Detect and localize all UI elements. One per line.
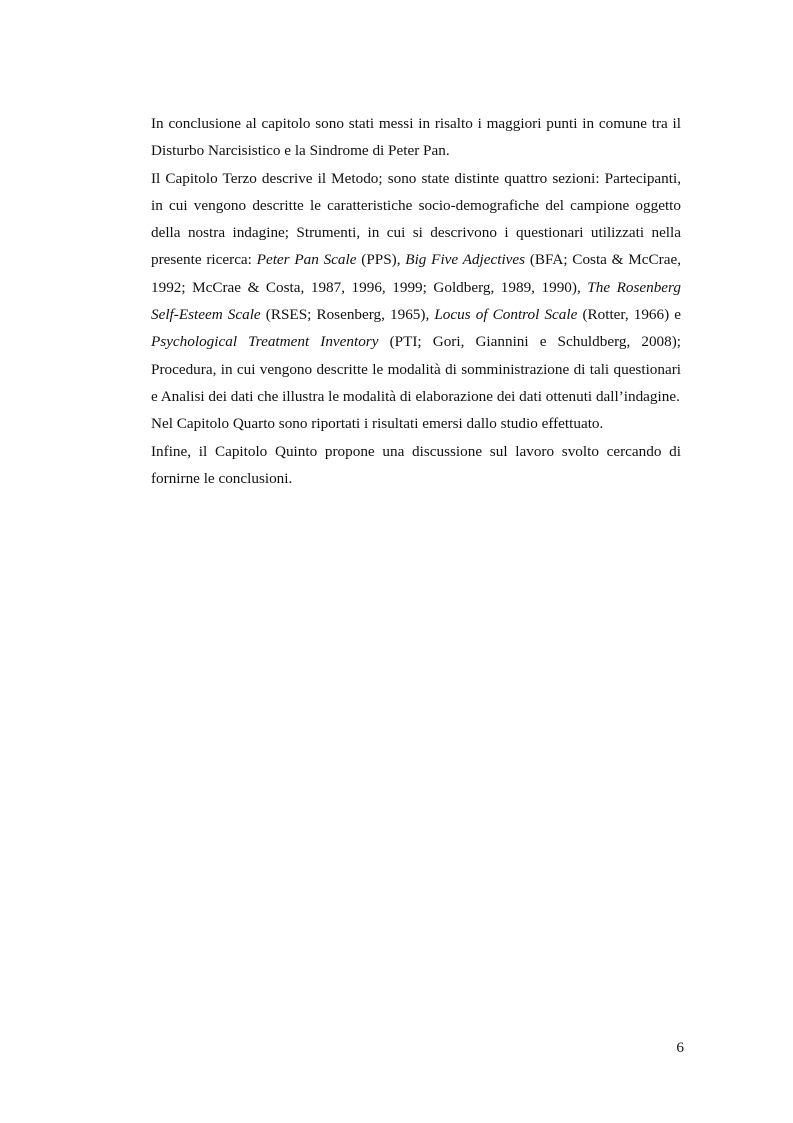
paragraph-text: (BFA; Costa & McCrae, 1992; McCrae & Costa, 1987, 1996, 1999; Goldberg, 1989, 1990),: [151, 251, 681, 296]
paragraph-text: (RSES; Rosenberg, 1965),: [260, 306, 435, 324]
italic-title-text: Locus of Control Scale: [434, 306, 578, 324]
paragraph-text: (Rotter, 1966) e: [577, 306, 682, 324]
body-text: [151, 110, 681, 492]
paragraph: [151, 410, 681, 437]
italic-title-text: Peter Pan Scale: [256, 251, 357, 269]
paragraph-text: (PTI; Gori, Giannini e Schuldberg, 2008); Procedura, in cui vengono descritte le modalità di somministrazione di tali questionari e Analisi dei dati che illustra le modalità di elaborazione dei dati ottenuti dall’indagine.: [151, 333, 681, 405]
paragraph-text: In conclusione al capitolo sono stati messi in risalto i maggiori punti in comune tra il Disturbo Narcisistico e la Sindrome di Peter Pan.: [151, 115, 681, 160]
paragraph-text: (PPS),: [356, 251, 406, 269]
paragraph-text: Nel Capitolo Quarto sono riportati i risultati emersi dallo studio effettuato.: [151, 415, 604, 433]
italic-title-text: Psychological Treatment Inventory: [151, 333, 379, 351]
paragraph: [151, 110, 681, 165]
paragraph: [151, 165, 681, 411]
paragraph-text: Infine, il Capitolo Quinto propone una discussione sul lavoro svolto cercando di fornirne le conclusioni.: [151, 442, 681, 487]
paragraph: [151, 438, 681, 493]
paragraph-text: Il Capitolo Terzo descrive il Metodo; sono state distinte quattro sezioni: Partecipanti, in cui vengono descritte le caratteristiche socio-demografiche del campione oggetto della nostra indagine; Strumenti, in cui si descrivono i questionari utilizzati nella presente ricerca:: [151, 169, 681, 269]
italic-title-text: Big Five Adjectives: [405, 251, 526, 269]
italic-title-text: The Rosenberg Self-Esteem Scale: [151, 278, 681, 324]
page-number: 6: [676, 1039, 684, 1056]
